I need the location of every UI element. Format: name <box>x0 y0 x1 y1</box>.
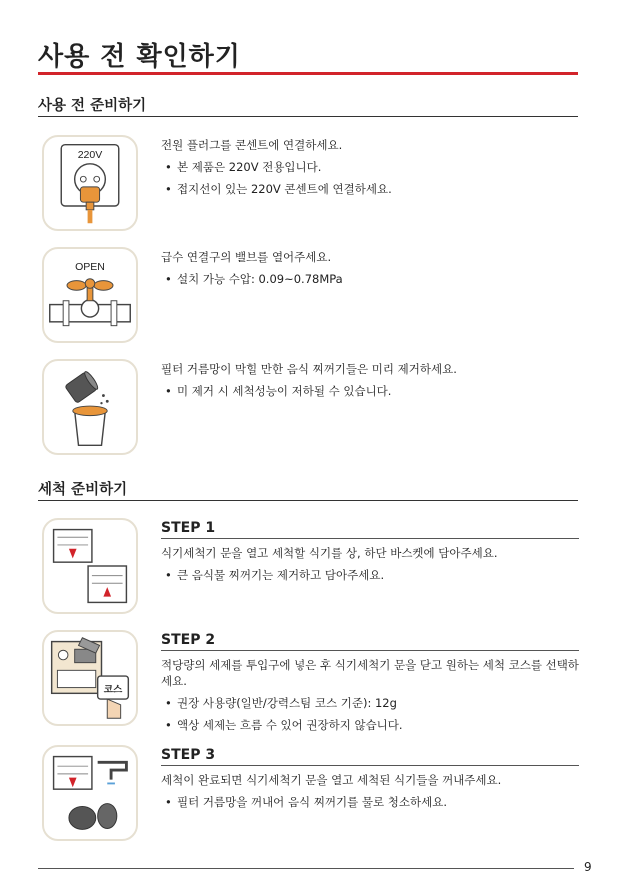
prep-item-power <box>161 137 581 203</box>
step-1-title: STEP 1 <box>161 520 579 539</box>
bullet-list <box>161 794 581 810</box>
bullet-item: • 본 제품은 220V 전용입니다. <box>161 159 581 175</box>
section-divider <box>38 500 578 501</box>
detergent-icon <box>44 632 136 724</box>
dish-rack-icon <box>44 520 136 612</box>
bullet-item: • 접지선이 있는 220V 콘센트에 연결하세요. <box>161 181 581 197</box>
footer-divider <box>38 868 574 869</box>
page-number: 9 <box>584 860 592 874</box>
prep-item-filter <box>161 361 581 405</box>
course-button-label: 코스 <box>103 684 123 696</box>
step-1-body <box>161 545 581 589</box>
step-instruction: 세척이 완료되면 식기세척기 문을 열고 세척된 식기들을 꺼내주세요. <box>161 773 502 787</box>
detergent-course-illustration <box>42 630 138 726</box>
load-dishes-illustration <box>42 518 138 614</box>
bullet-item: • 설치 가능 수압: 0.09~0.78MPa <box>161 271 581 287</box>
prep-instruction: 급수 연결구의 밸브를 열어주세요. <box>161 250 332 264</box>
bullet-item: • 미 제거 시 세척성능이 저하될 수 있습니다. <box>161 383 581 399</box>
page-title: 사용 전 확인하기 <box>38 42 241 72</box>
step-instruction: 식기세척기 문을 열고 세척할 식기를 상, 하단 바스켓에 담아주세요. <box>161 546 498 560</box>
power-plug-illustration <box>42 135 138 231</box>
food-scrap-illustration <box>42 359 138 455</box>
voltage-label: 220V <box>77 149 103 162</box>
bullet-item: • 필터 거름망을 꺼내어 음식 찌꺼기를 물로 청소하세요. <box>161 794 581 810</box>
bullet-item: • 권장 사용량(일반/강력스팀 코스 기준): 12g <box>161 695 581 711</box>
bullet-list <box>161 159 581 197</box>
trash-bin-icon <box>44 361 136 453</box>
section-heading-prep: 사용 전 준비하기 <box>38 98 147 114</box>
bullet-item: • 큰 음식물 찌꺼기는 제거하고 담아주세요. <box>161 567 581 583</box>
water-valve-illustration <box>42 247 138 343</box>
step-2-title: STEP 2 <box>161 632 579 651</box>
step-instruction: 적당량의 세제를 투입구에 넣은 후 식기세척기 문을 닫고 원하는 세척 코스를 선택하세요. <box>161 658 579 688</box>
section-divider <box>38 116 578 117</box>
bullet-list <box>161 567 581 583</box>
plug-icon <box>44 137 136 229</box>
prep-instruction: 필터 거름망이 막힐 만한 음식 찌꺼기들은 미리 제거하세요. <box>161 362 457 376</box>
valve-open-label: OPEN <box>75 261 105 274</box>
filter-cleaning-icon <box>44 747 136 839</box>
title-divider <box>38 72 578 75</box>
step-3-title: STEP 3 <box>161 747 579 766</box>
unload-clean-filter-illustration <box>42 745 138 841</box>
prep-instruction: 전원 플러그를 콘센트에 연결하세요. <box>161 138 343 152</box>
bullet-list <box>161 383 581 399</box>
step-2-body <box>161 657 581 739</box>
step-3-body <box>161 772 581 816</box>
valve-icon <box>44 249 136 341</box>
section-heading-wash: 세척 준비하기 <box>38 482 128 498</box>
bullet-list <box>161 271 581 287</box>
prep-item-valve <box>161 249 581 293</box>
bullet-list <box>161 695 581 733</box>
bullet-item: • 액상 세제는 흐름 수 있어 권장하지 않습니다. <box>161 717 581 733</box>
